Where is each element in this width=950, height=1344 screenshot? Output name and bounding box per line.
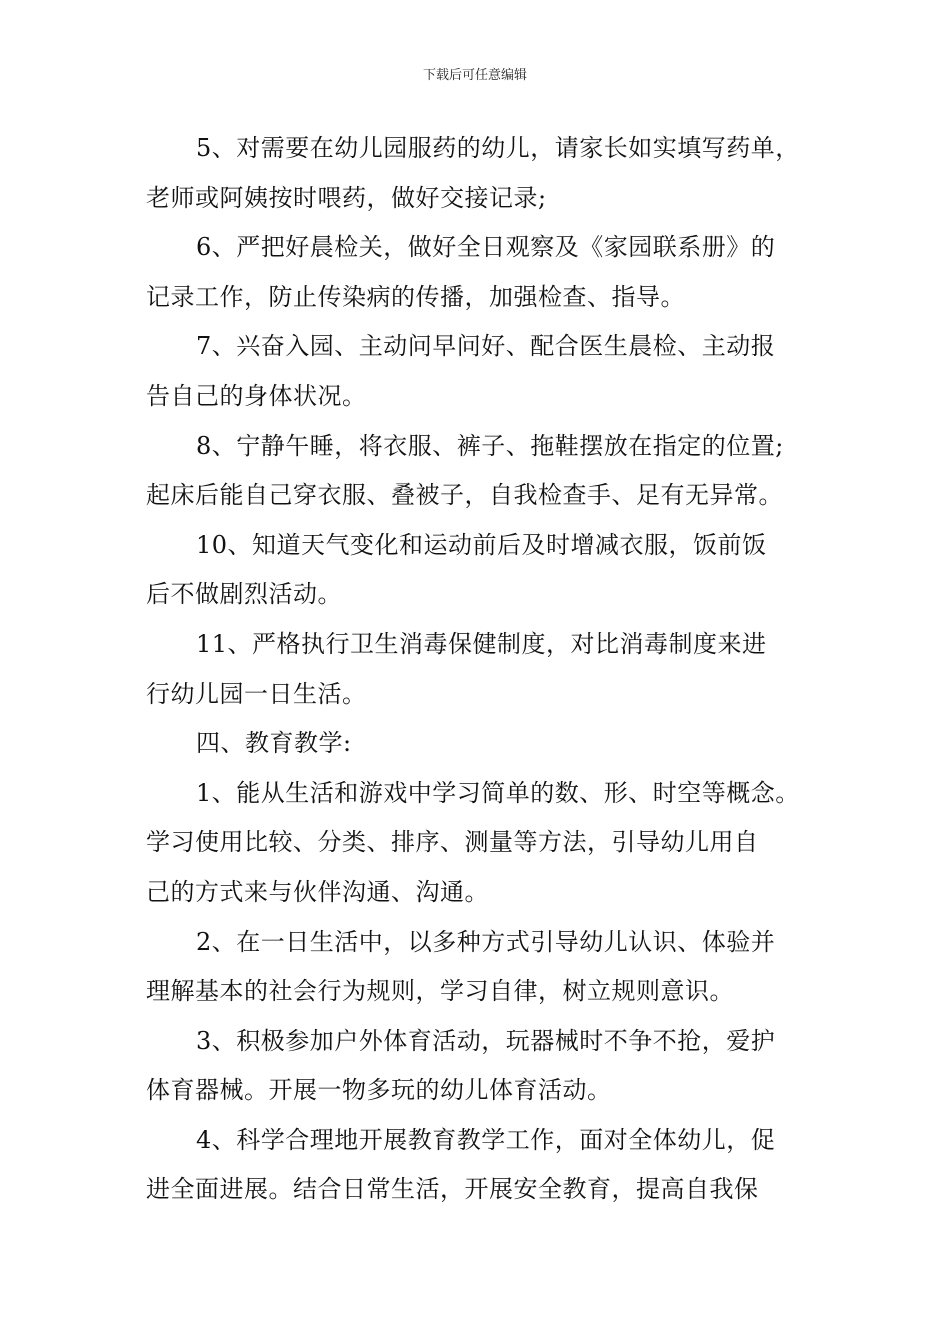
text-line: 4、科学合理地开展教育教学工作，面对全体幼儿，促 (196, 1125, 776, 1154)
text-line: 体育器械。开展一物多玩的幼儿体育活动。 (146, 1076, 612, 1105)
text-line: 7、兴奋入园、主动问早问好、配合医生晨检、主动报 (196, 332, 776, 361)
text-line: 进全面进展。结合日常生活，开展安全教育，提高自我保 (146, 1175, 759, 1204)
text-line: 10、知道天气变化和运动前后及时增减衣服，饭前饭 (196, 530, 767, 559)
text-line: 起床后能自己穿衣服、叠被子，自我检查手、足有无异常。 (146, 481, 783, 510)
text-line: 告自己的身体状况。 (146, 381, 367, 410)
text-line: 理解基本的社会行为规则，学习自律，树立规则意识。 (146, 977, 734, 1006)
text-line: 2、在一日生活中，以多种方式引导幼儿认识、体验并 (196, 927, 776, 956)
text-line: 己的方式来与伙伴沟通、沟通。 (146, 877, 489, 906)
text-line: 四、教育教学: (196, 729, 352, 758)
text-line: 老师或阿姨按时喂药，做好交接记录; (146, 183, 547, 212)
text-line: 后不做剧烈活动。 (146, 580, 342, 609)
document-body (146, 124, 810, 1215)
text-line: 8、宁静午睡，将衣服、裤子、拖鞋摆放在指定的位置; (196, 431, 784, 460)
text-line: 5、对需要在幼儿园服药的幼儿，请家长如实填写药单， (196, 134, 800, 162)
text-line: 行幼儿园一日生活。 (146, 679, 367, 708)
text-line: 记录工作，防止传染病的传播，加强检查、指导。 (146, 282, 685, 311)
text-line: 11、严格执行卫生消毒保健制度，对比消毒制度来进 (196, 629, 767, 658)
text-line: 6、严把好晨检关，做好全日观察及《家园联系册》的 (196, 233, 776, 262)
text-line: 1、能从生活和游戏中学习简单的数、形、时空等概念。 (196, 778, 800, 807)
page-header: 下载后可任意编辑 (422, 68, 527, 83)
text-line: 3、积极参加户外体育活动，玩器械时不争不抢，爱护 (196, 1026, 776, 1055)
text-line: 学习使用比较、分类、排序、测量等方法，引导幼儿用自 (146, 828, 759, 857)
